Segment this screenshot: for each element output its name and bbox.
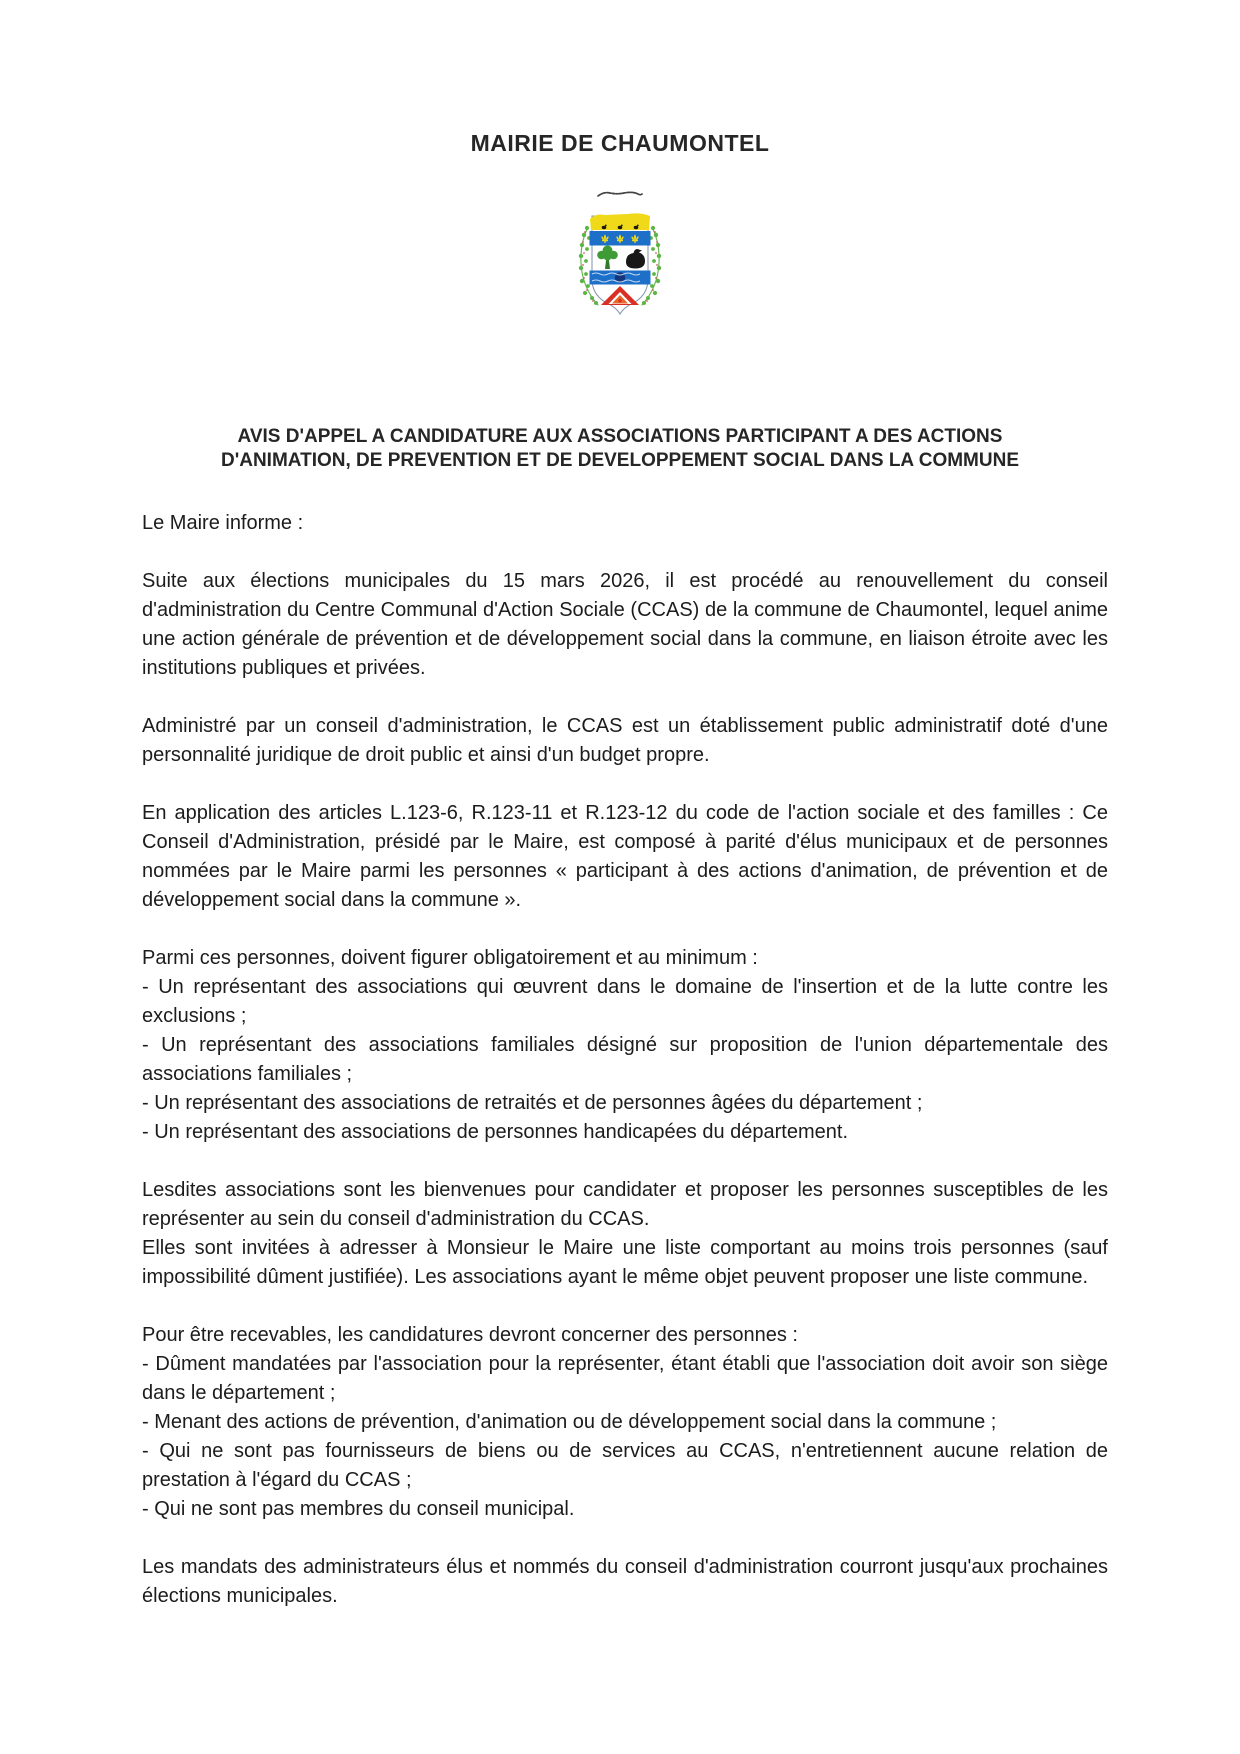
paragraph: Suite aux élections municipales du 15 mars 2026, il est procédé au renouvellement du conseil d'administration du Centre Communal d'Action Sociale (CCAS) de la commune de Chaumontel, lequel anime une action générale de prévention et de développement social dans la commune, en liaison étroite avec les institutions publiques et privées. — [142, 570, 1108, 679]
paragraph-with-list — [142, 944, 1108, 1147]
paragraph — [142, 1176, 1108, 1292]
list-item: - Un représentant des associations de retraités et de personnes âgées du département ; — [142, 1092, 923, 1114]
emblem-container — [0, 183, 1240, 347]
paragraph-line: Lesdites associations sont les bienvenues pour candidater et proposer les personnes susceptibles de les représenter au sein du conseil d'administration du CCAS. — [142, 1179, 1108, 1230]
notice-body — [142, 509, 1108, 1611]
paragraph-with-list — [142, 1321, 1108, 1524]
list-item: - Qui ne sont pas membres du conseil municipal. — [142, 1498, 575, 1520]
list-intro: Parmi ces personnes, doivent figurer obligatoirement et au minimum : — [142, 947, 758, 969]
water-band — [590, 271, 651, 285]
paragraph: Administré par un conseil d'administration, le CCAS est un établissement public administratif doté d'une personnalité juridique de droit public et ainsi d'un budget propre. — [142, 715, 1108, 766]
list-item: - Qui ne sont pas fournisseurs de biens ou de services au CCAS, n'entretiennent aucune relation de prestation à l'égard du CCAS ; — [142, 1440, 1108, 1491]
notice-heading-line2: D'ANIMATION, DE PREVENTION ET DE DEVELOPPEMENT SOCIAL DANS LA COMMUNE — [221, 450, 1019, 471]
list-intro: Pour être recevables, les candidatures devront concerner des personnes : — [142, 1324, 798, 1346]
paragraph: En application des articles L.123-6, R.123-11 et R.123-12 du code de l'action sociale et des familles : Ce Conseil d'Administration, présidé par le Maire, est composé à parité d'élus municipaux et de personnes nommées par le Maire parmi les personnes « participant à des actions d'animation, de prévention et de développement social dans la commune ». — [142, 802, 1108, 911]
coat-of-arms-icon — [568, 183, 672, 347]
list-item: - Un représentant des associations qui œuvrent dans le domaine de l'insertion et de la lutte contre les exclusions ; — [142, 976, 1108, 1027]
paragraph-line: Elles sont invitées à adresser à Monsieur le Maire une liste comportant au moins trois personnes (sauf impossibilité dûment justifiée). Les associations ayant le même objet peuvent proposer une liste commune. — [142, 1237, 1108, 1288]
list-item: - Dûment mandatées par l'association pour la représenter, étant établi que l'association doit avoir son siège dans le département ; — [142, 1353, 1108, 1404]
list-item: - Un représentant des associations familiales désigné sur proposition de l'union départementale des associations familiales ; — [142, 1034, 1108, 1085]
notice-heading — [135, 425, 1105, 473]
motto-script — [598, 192, 642, 196]
intro-line: Le Maire informe : — [142, 512, 304, 534]
list-item: - Un représentant des associations de personnes handicapées du département. — [142, 1121, 849, 1143]
notice-heading-line1: AVIS D'APPEL A CANDIDATURE AUX ASSOCIATIONS PARTICIPANT A DES ACTIONS — [237, 426, 1003, 447]
list-item: - Menant des actions de prévention, d'animation ou de développement social dans la commune ; — [142, 1411, 997, 1433]
paragraph: Les mandats des administrateurs élus et nommés du conseil d'administration courront jusqu'aux prochaines élections municipales. — [142, 1556, 1108, 1607]
page-title: MAIRIE DE CHAUMONTEL — [470, 130, 770, 156]
